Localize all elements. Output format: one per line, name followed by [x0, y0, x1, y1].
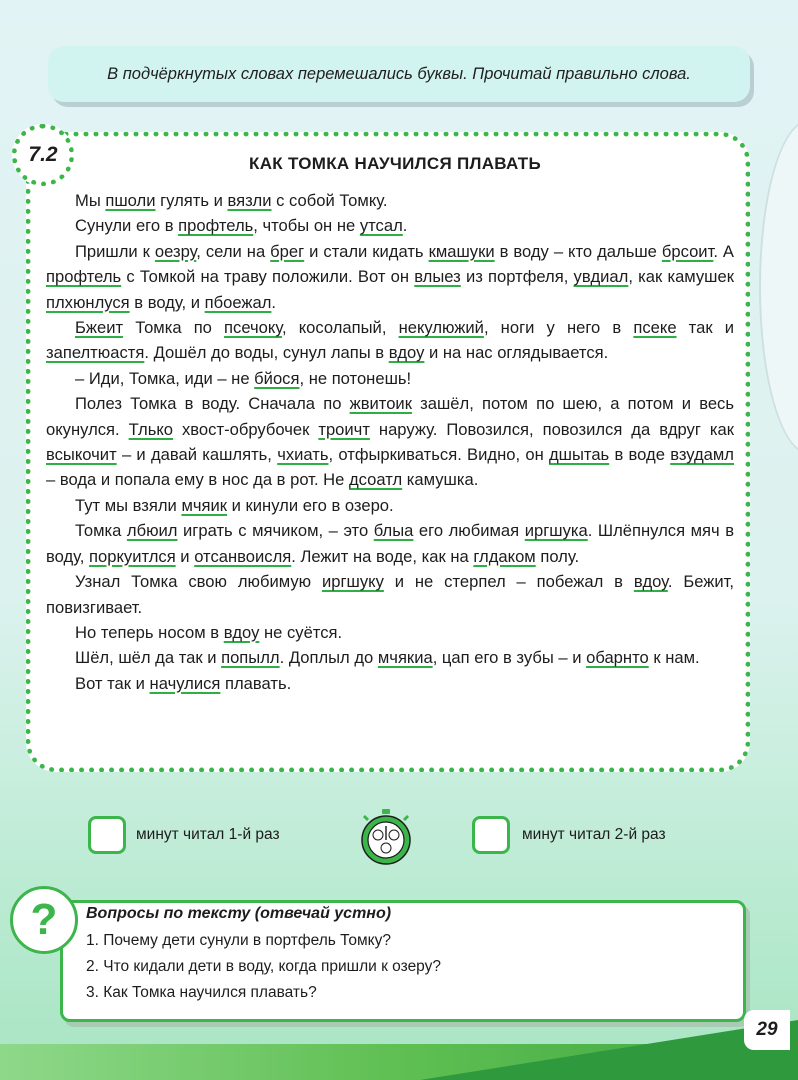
story-text-segment: Мы — [75, 191, 106, 210]
scrambled-word: увдиал — [573, 267, 629, 287]
scrambled-word: бйося — [254, 368, 300, 388]
story-text-segment: и стали кидать — [304, 241, 429, 261]
story-paragraph — [46, 671, 734, 696]
scrambled-word: влыез — [414, 267, 461, 287]
story-text-segment: наружу. Повозился, повозился да вдруг как — [369, 419, 734, 439]
story-text-segment: – и давай кашлять, — [116, 445, 278, 465]
story-paragraph — [46, 620, 734, 645]
question-item: 2. Что кидали дети в воду, когда пришли к озеру? — [86, 958, 442, 975]
story-text-segment: с Томкой на траву положили. Вот он — [121, 267, 415, 287]
story-text-segment: к нам. — [648, 648, 700, 668]
story-text-segment: Сунули его в — [75, 216, 179, 236]
stopwatch-icon — [358, 808, 414, 866]
scrambled-word: псеке — [633, 318, 677, 338]
scrambled-word: плхюнлуся — [46, 292, 130, 312]
scrambled-word: жвитоик — [349, 394, 412, 414]
reading-time-box-2[interactable] — [472, 816, 510, 854]
story-text-segment: , цап его в зубы – и — [432, 648, 587, 668]
story-text-segment: , косолапый, — [281, 318, 399, 338]
story-text-segment: плавать. — [220, 673, 292, 693]
story-text-segment: так и — [676, 318, 734, 338]
story-text-segment: , сели на — [196, 241, 271, 261]
scrambled-word: кмашуки — [428, 241, 495, 261]
story-text-segment: хвост-обрубочек — [173, 419, 319, 439]
scrambled-word: вдоу — [223, 622, 260, 642]
story-text-segment: в воде — [609, 445, 671, 465]
scrambled-word: вязли — [227, 191, 272, 210]
story-text-segment: зашёл, потом по шею, а потом и весь окунулся. — [46, 394, 734, 439]
story-paragraph — [46, 569, 734, 620]
scrambled-word: обарнто — [586, 648, 649, 668]
scrambled-word: отсанвоисля — [194, 546, 292, 566]
scrambled-word: иргшуку — [321, 572, 384, 592]
story-text-segment: из портфеля, — [460, 267, 574, 287]
story-text-segment: и на нас оглядывается. — [424, 343, 609, 363]
story-text-segment: играть с мячиком, – это — [177, 521, 374, 541]
story-text-segment: . — [271, 292, 277, 312]
story-paragraph — [46, 315, 734, 366]
scrambled-word: брсоит — [661, 241, 714, 261]
scrambled-word: иргшука — [524, 521, 588, 541]
question-item: 1. Почему дети сунули в портфель Томку? — [86, 932, 392, 949]
story-text-segment: полу. — [535, 546, 580, 566]
story-text-segment: Тут мы взяли — [75, 495, 182, 515]
reading-label-2: минут читал 2-й раз — [522, 826, 666, 843]
question-item: 3. Как Томка научился плавать? — [86, 984, 317, 1001]
scrambled-word: запелтюастя — [46, 343, 145, 363]
story-text-segment: . А — [713, 241, 734, 261]
reading-label-1: минут читал 1-й раз — [136, 826, 280, 843]
story-text-segment: его любимая — [413, 521, 525, 541]
scrambled-word: лбюил — [126, 521, 178, 541]
scrambled-word: пшоли — [105, 191, 156, 210]
story-text-segment: камушка. — [402, 470, 479, 490]
story-paragraph — [46, 518, 734, 569]
story-text-segment: – Иди, Томка, иди – не — [75, 368, 255, 388]
story-paragraph — [46, 213, 734, 238]
story-paragraph — [46, 188, 734, 213]
section-number: 7.2 — [12, 124, 74, 186]
story-text-segment: , ноги у него в — [483, 318, 634, 338]
scrambled-word: мчякиа — [377, 648, 433, 668]
scrambled-word: взудамл — [670, 445, 734, 465]
story-text-segment: . Шлёпнулся мяч в воду, — [46, 521, 735, 566]
scrambled-word: псечоку — [224, 318, 282, 338]
story-text-segment: Вот так и — [75, 673, 150, 693]
instruction-banner: В подчёркнутых словах перемешались буквы. Прочитай правильно слова. — [48, 46, 750, 102]
reading-time-box-1[interactable] — [88, 816, 126, 854]
scrambled-word: начулися — [149, 673, 221, 693]
decorative-curve — [759, 120, 798, 454]
scrambled-word: пбоежал — [204, 292, 272, 312]
scrambled-word: всыкочит — [46, 445, 117, 465]
story-text-segment: Но теперь носом в — [75, 622, 224, 642]
scrambled-word: поркуитлся — [89, 546, 176, 566]
scrambled-word: попылл — [221, 648, 280, 668]
page-number: 29 — [744, 1010, 790, 1050]
story-text-segment: в воду, и — [129, 292, 205, 312]
story-text — [46, 188, 734, 696]
story-text-segment: , как камушек — [628, 267, 734, 287]
scrambled-word: некулюжий — [398, 318, 484, 338]
scrambled-word: брег — [270, 241, 305, 261]
scrambled-word: вдоу — [633, 572, 668, 592]
story-text-segment: , не потонешь! — [299, 368, 412, 388]
scrambled-word: утсал — [359, 216, 403, 236]
questions-title: Вопросы по тексту (отвечай устно) — [86, 905, 392, 922]
scrambled-word: вдоу — [388, 343, 425, 363]
story-text-segment: и — [175, 546, 195, 566]
story-text-segment: и кинули его в озеро. — [227, 495, 394, 515]
story-text-segment: , отфыркиваться. Видно, он — [328, 445, 549, 465]
story-text-segment: Шёл, шёл да так и — [75, 648, 222, 668]
scrambled-word: дшытаь — [548, 445, 610, 465]
scrambled-word: профтель — [178, 216, 254, 236]
scrambled-word: Бжеит — [75, 318, 124, 338]
scrambled-word: дсоатл — [348, 470, 403, 490]
story-paragraph — [46, 493, 734, 518]
story-text-segment: Узнал Томка свою любимую — [75, 572, 322, 592]
scrambled-word: глдаком — [473, 546, 536, 566]
scrambled-word: Тлько — [128, 419, 174, 439]
story-text-segment: – вода и попала ему в нос да в рот. Не — [46, 470, 349, 490]
story-paragraph — [46, 366, 734, 391]
story-text-segment: , чтобы он не — [253, 216, 360, 236]
question-mark-icon: ? — [10, 886, 78, 954]
story-text-segment: Полез Томка в воду. Сначала по — [75, 394, 350, 414]
story-text-segment: . Бежит, повизгивает. — [46, 572, 734, 617]
story-text-segment: . — [402, 216, 408, 236]
story-paragraph — [46, 391, 734, 493]
story-text-segment: Томка — [75, 521, 127, 541]
story-text-segment: Пришли к — [75, 241, 155, 261]
scrambled-word: оезру — [154, 241, 197, 261]
story-text-segment: с собой Томку. — [271, 191, 388, 210]
scrambled-word: профтель — [46, 267, 122, 287]
story-text-segment: в воду – кто дальше — [494, 241, 662, 261]
scrambled-word: блыа — [373, 521, 414, 541]
story-text-segment: Томка по — [123, 318, 225, 338]
story-paragraph — [46, 239, 734, 315]
story-text-segment: и не стерпел – побежал в — [383, 572, 634, 592]
story-paragraph — [46, 645, 734, 670]
story-text-segment: не суётся. — [259, 622, 343, 642]
story-text-segment: . Дошёл до воды, сунул лапы в — [144, 343, 389, 363]
story-title: КАК ТОМКА НАУЧИЛСЯ ПЛАВАТЬ — [249, 154, 541, 173]
story-text-segment: гулять и — [155, 191, 228, 210]
story-text-segment: . Лежит на воде, как на — [291, 546, 474, 566]
story-text-segment: . Доплыл до — [279, 648, 378, 668]
scrambled-word: чхиать — [277, 445, 329, 465]
scrambled-word: мчяик — [181, 495, 228, 515]
scrambled-word: троичт — [318, 419, 370, 439]
